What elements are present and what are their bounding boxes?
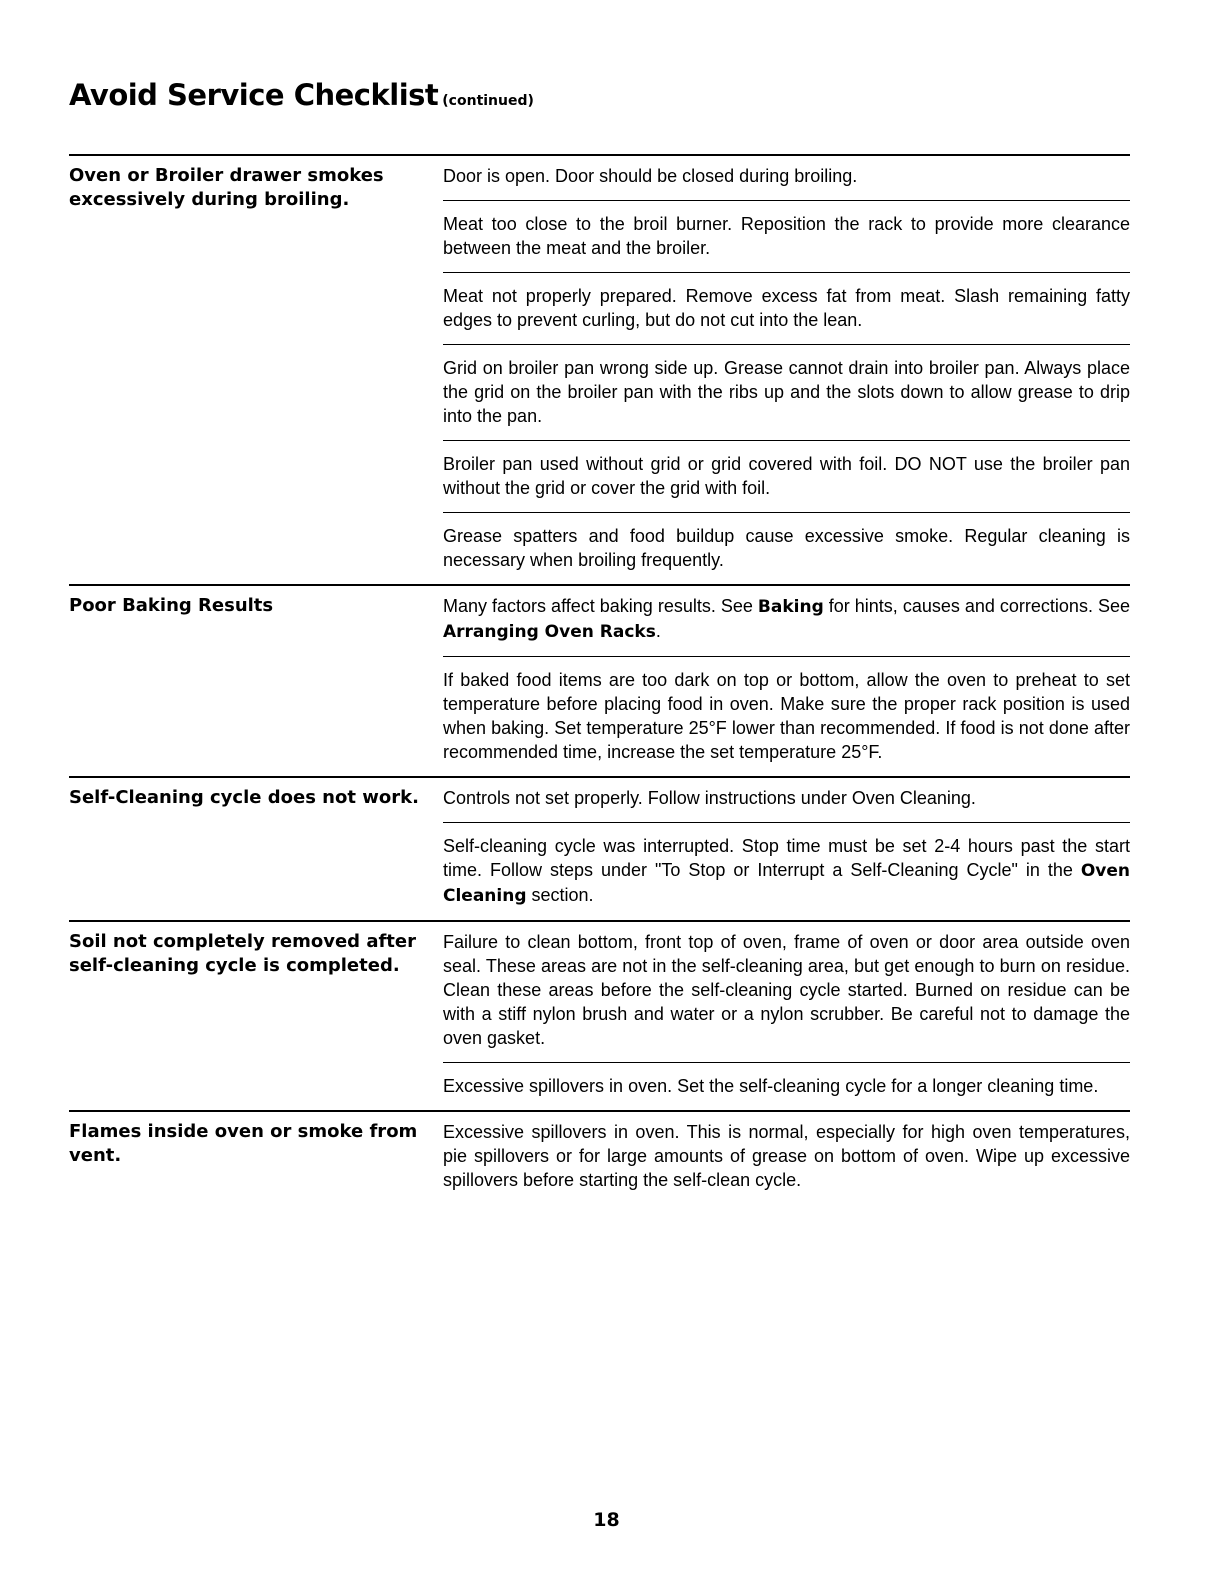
cause-item: Excessive spillovers in oven. This is normal, especially for high oven temperatures, pie spillovers or for large amounts of grease on bottom of oven. Wipe up excessive spillovers before starting the self-clean cycle. [443,1122,1130,1190]
problem-label: Soil not completely removed after self-cleaning cycle is completed. [69,931,416,976]
cause-item: If baked food items are too dark on top or bottom, allow the oven to preheat to set temperature before placing food in oven. Make sure the proper rack position is used when baking. Set temperature 25°F lower than recommended. If food is not done after recommended time, increase the set temperature 25°F. [443,656,1130,776]
cause-item: Meat not properly prepared. Remove excess fat from meat. Slash remaining fatty edges to prevent curling, but do not cut into the lean. [443,272,1130,344]
cause-item: Meat too close to the broil burner. Reposition the rack to provide more clearance between the meat and the broiler. [443,200,1130,272]
cross-reference-baking: Baking [757,597,824,617]
cause-list [443,930,1130,1110]
cause-list [443,594,1130,776]
cause-item [443,822,1130,920]
cause-item: Failure to clean bottom, front top of oven, frame of oven or door area outside oven seal. These areas are not in the self-cleaning area, but get enough to burn on residue. Clean these areas before the self-cleaning cycle started. Burned on residue can be with a stiff nylon brush and water or a nylon scrubber. Be careful not to damage the oven gasket. [443,932,1130,1048]
problem-label: Poor Baking Results [69,595,274,616]
cause-item: Excessive spillovers in oven. Set the self-cleaning cycle for a longer cleaning time. [443,1062,1130,1110]
page-title-text: Avoid Service Checklist [69,78,439,112]
page-title-continued: (continued) [442,93,534,109]
cause-list [443,1120,1130,1192]
cause-text: section. [526,885,594,905]
cause-list [443,164,1130,584]
cause-text: for hints, causes and corrections. See [823,596,1130,616]
problem-label: Flames inside oven or smoke from vent. [69,1121,418,1166]
cross-reference-arranging-oven-racks: Arranging Oven Racks [443,622,656,642]
cause-text: Self-cleaning cycle was interrupted. Stop time must be set 2-4 hours past the start time. Follow steps under "To Stop or Interrupt a Self-Cleaning Cycle" in the [443,836,1130,880]
checklist-section-flames [69,1110,1130,1192]
cause-item: Door is open. Door should be closed during broiling. [443,166,858,186]
problem-label: Oven or Broiler drawer smokes excessively during broiling. [69,165,384,210]
cause-text: . [655,621,661,641]
cause-item: Broiler pan used without grid or grid covered with foil. DO NOT use the broiler pan without the grid or cover the grid with foil. [443,440,1130,512]
cause-item: Controls not set properly. Follow instructions under Oven Cleaning. [443,788,976,808]
checklist-table [69,154,1130,1192]
cause-list [443,786,1130,920]
cross-reference-oven-cleaning: Oven Cleaning [443,861,1130,906]
page-number: 18 [593,1509,620,1531]
cause-item: Grid on broiler pan wrong side up. Grease cannot drain into broiler pan. Always place the grid on the broiler pan with the ribs up and the slots down to allow grease to drip into the pan. [443,344,1130,440]
checklist-section-broiler-smoke [69,154,1130,584]
checklist-section-soil-not-removed [69,920,1130,1110]
checklist-section-self-cleaning [69,776,1130,920]
problem-label: Self-Cleaning cycle does not work. [69,787,419,808]
cause-text: Many factors affect baking results. See [443,596,758,616]
checklist-section-poor-baking [69,584,1130,776]
page-title [69,78,534,112]
cause-item: Grease spatters and food buildup cause excessive smoke. Regular cleaning is necessary when broiling frequently. [443,512,1130,584]
cause-item [443,594,1130,656]
